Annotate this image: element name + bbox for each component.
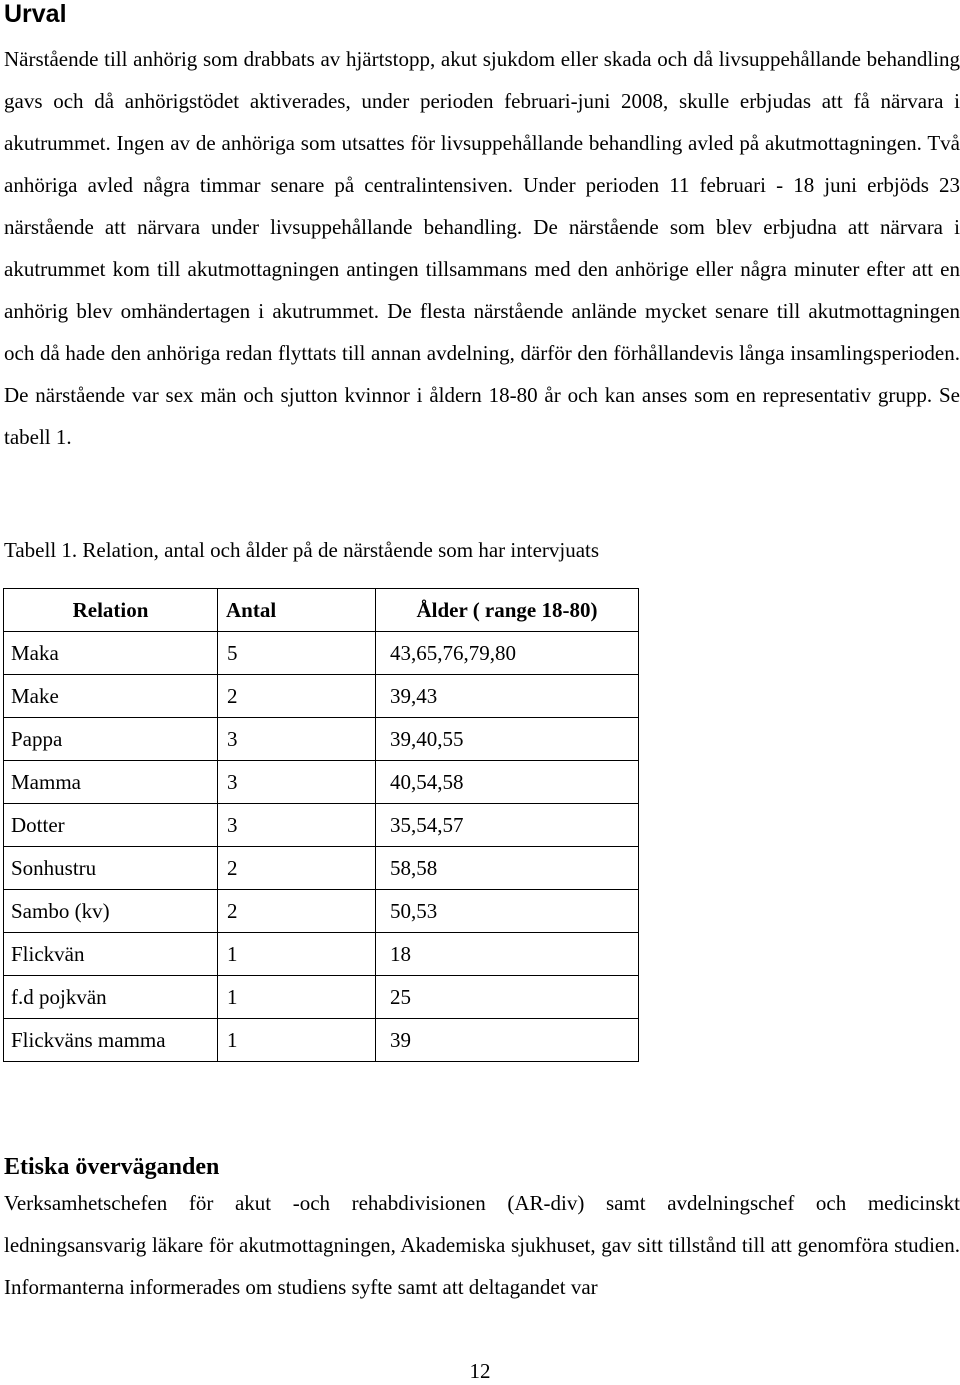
cell-antal: 1 xyxy=(218,933,376,976)
table-row xyxy=(4,847,639,890)
cell-relation: Mamma xyxy=(4,761,218,804)
header-antal: Antal xyxy=(218,589,376,632)
cell-relation: Flickväns mamma xyxy=(4,1019,218,1062)
header-alder: Ålder ( range 18-80) xyxy=(376,589,639,632)
cell-antal: 3 xyxy=(218,718,376,761)
cell-relation: Maka xyxy=(4,632,218,675)
table-row xyxy=(4,933,639,976)
table-row xyxy=(4,976,639,1019)
cell-antal: 5 xyxy=(218,632,376,675)
table-caption: Tabell 1. Relation, antal och ålder på de närstående som har intervjuats xyxy=(4,538,600,562)
cell-relation: Dotter xyxy=(4,804,218,847)
cell-antal: 2 xyxy=(218,847,376,890)
relation-table xyxy=(3,588,639,1062)
cell-antal: 3 xyxy=(218,761,376,804)
cell-relation: f.d pojkvän xyxy=(4,976,218,1019)
table-row xyxy=(4,1019,639,1062)
cell-alder: 25 xyxy=(376,976,639,1019)
cell-antal: 2 xyxy=(218,675,376,718)
cell-antal: 2 xyxy=(218,890,376,933)
cell-relation: Flickvän xyxy=(4,933,218,976)
cell-alder: 39,40,55 xyxy=(376,718,639,761)
cell-relation: Sambo (kv) xyxy=(4,890,218,933)
table-row xyxy=(4,632,639,675)
cell-alder: 35,54,57 xyxy=(376,804,639,847)
section-heading-etiska: Etiska överväganden xyxy=(4,1154,220,1180)
cell-alder: 58,58 xyxy=(376,847,639,890)
cell-alder: 50,53 xyxy=(376,890,639,933)
table-row xyxy=(4,675,639,718)
table-row xyxy=(4,890,639,933)
cell-antal: 3 xyxy=(218,804,376,847)
header-relation: Relation xyxy=(4,589,218,632)
table-row xyxy=(4,718,639,761)
cell-antal: 1 xyxy=(218,976,376,1019)
cell-alder: 18 xyxy=(376,933,639,976)
table-row xyxy=(4,761,639,804)
cell-relation: Sonhustru xyxy=(4,847,218,890)
cell-alder: 40,54,58 xyxy=(376,761,639,804)
cell-alder: 39 xyxy=(376,1019,639,1062)
cell-relation: Make xyxy=(4,675,218,718)
table-header-row xyxy=(4,589,639,632)
cell-antal: 1 xyxy=(218,1019,376,1062)
table-row xyxy=(4,804,639,847)
section-heading-urval: Urval xyxy=(4,0,67,28)
cell-relation: Pappa xyxy=(4,718,218,761)
cell-alder: 43,65,76,79,80 xyxy=(376,632,639,675)
paragraph-etiska: Verksamhetschefen för akut -och rehabdivisionen (AR-div) samt avdelningschef och medicinskt ledningsansvarig läkare för akutmottagningen, Akademiska sjukhuset, gav sitt tillstånd till att genomföra studien. Informanterna informerades om studiens syfte samt att deltagandet var xyxy=(4,1191,960,1299)
cell-alder: 39,43 xyxy=(376,675,639,718)
page-number: 12 xyxy=(469,1359,491,1383)
paragraph-urval: Närstående till anhörig som drabbats av hjärtstopp, akut sjukdom eller skada och då livsuppehållande behandling gavs och då anhörigstödet aktiverades, under perioden februari-juni 2008, skulle erbjudas att få närvara i akutrummet. Ingen av de anhöriga som utsattes för livsuppehållande behandling avled på akutmottagningen. Två anhöriga avled några timmar senare på centralintensiven. Under perioden 11 februari - 18 juni erbjöds 23 närstående att närvara under livsuppehållande behandling. De närstående som blev erbjudna att närvara i akutrummet kom till akutmottagningen antingen tillsammans med den anhörige eller några minuter efter att en anhörig blev omhändertagen i akutrummet. De flesta närstående anlände mycket senare till akutmottagningen och då hade den anhöriga redan flyttats till annan avdelning, därför den förhållandevis långa insamlingsperioden. De närstående var sex män och sjutton kvinnor i åldern 18-80 år och kan anses som en representativ grupp. Se tabell 1. xyxy=(4,47,960,449)
